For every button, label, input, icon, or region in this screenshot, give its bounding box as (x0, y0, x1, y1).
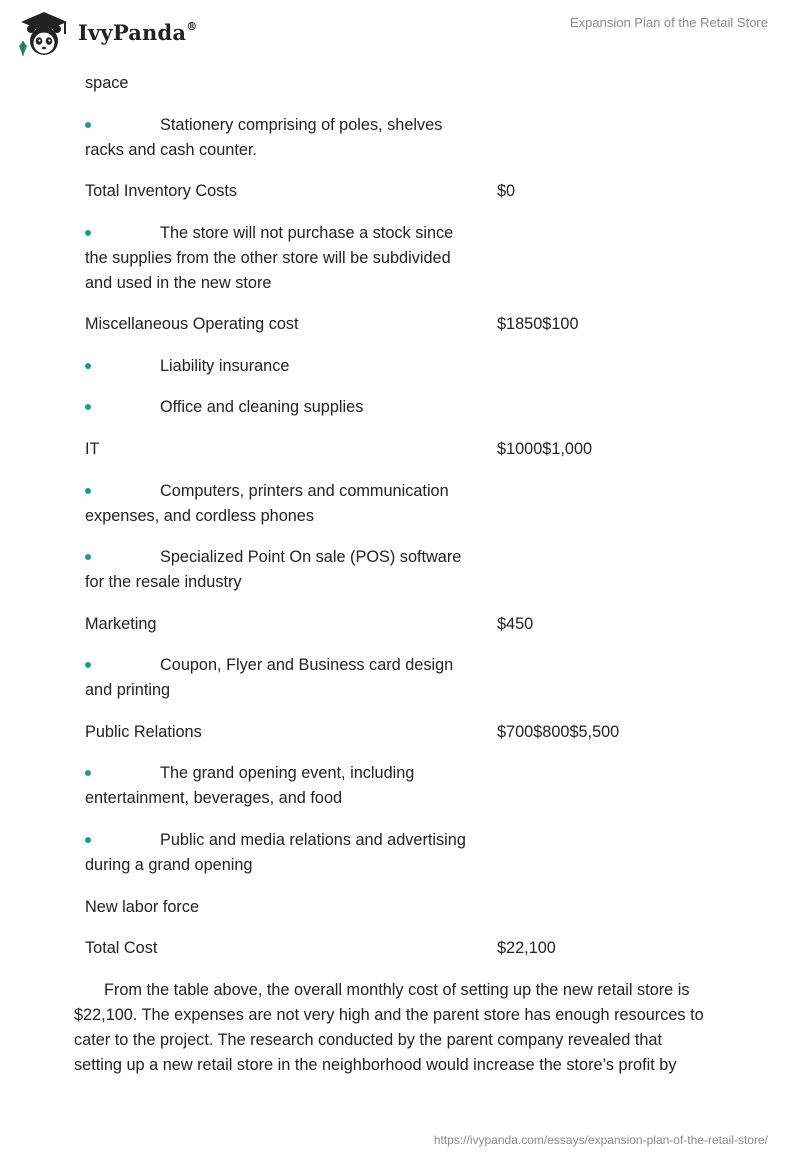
bullet-icon (85, 554, 91, 560)
bullet-icon (85, 662, 91, 668)
bullet-icon (85, 230, 91, 236)
table-row-value: $450 (497, 615, 534, 633)
table-continued-text: space (85, 74, 129, 92)
table-bullet-text: Specialized Point On sale (POS) software (160, 548, 462, 566)
table-bullet-text-cont: the supplies from the other store will be subdivided (85, 249, 451, 267)
brand-name[interactable]: IvyPanda® (78, 20, 198, 45)
table-row-label: Marketing (85, 615, 157, 633)
table-row-value: $0 (497, 182, 516, 200)
table-row-value: $22,100 (497, 939, 556, 957)
table-bullet-text-cont: entertainment, beverages, and food (85, 789, 343, 807)
table-row-value: $1850$100 (497, 315, 579, 333)
paragraph-line: $22,100. The expenses are not very high and the parent store has enough resources to (74, 1006, 704, 1024)
table-row-label: New labor force (85, 898, 200, 916)
paragraph-line: From the table above, the overall monthly cost of setting up the new retail store is (104, 981, 690, 999)
table-row-label: Public Relations (85, 723, 202, 741)
table-bullet-text: Coupon, Flyer and Business card design (160, 656, 454, 674)
table-row-value: $1000$1,000 (497, 440, 593, 458)
table-bullet-text: Stationery comprising of poles, shelves (160, 116, 443, 134)
table-bullet-text-cont: and printing (85, 681, 171, 699)
table-bullet-text: Office and cleaning supplies (160, 398, 364, 416)
document-title: Expansion Plan of the Retail Store (569, 15, 768, 30)
paragraph-line: setting up a new retail store in the neighborhood would increase the store’s profit by (74, 1056, 677, 1074)
table-bullet-text: The grand opening event, including (160, 764, 415, 782)
bullet-icon (85, 770, 91, 776)
table-row-label: Total Inventory Costs (85, 182, 238, 200)
bullet-icon (85, 363, 91, 369)
bullet-icon (85, 837, 91, 843)
bullet-icon (85, 122, 91, 128)
table-bullet-text: Liability insurance (160, 357, 290, 375)
bullet-icon (85, 488, 91, 494)
source-url[interactable]: https://ivypanda.com/essays/expansion-plan-of-the-retail-store/ (433, 1133, 768, 1147)
table-bullet-text-cont: racks and cash counter. (85, 141, 257, 159)
table-bullet-text-cont: expenses, and cordless phones (85, 507, 314, 525)
paragraph-line: cater to the project. The research conducted by the parent company revealed that (74, 1031, 662, 1049)
table-row-label: Total Cost (85, 939, 158, 957)
table-bullet-text-cont: and used in the new store (85, 274, 272, 292)
table-bullet-text: Public and media relations and advertising (160, 831, 466, 849)
bullet-icon (85, 404, 91, 410)
table-bullet-text: The store will not purchase a stock since (160, 224, 454, 242)
ivypanda-logo-icon[interactable] (13, 8, 75, 58)
table-row-label: Miscellaneous Operating cost (85, 315, 299, 333)
table-row-value: $700$800$5,500 (497, 723, 620, 741)
table-bullet-text: Computers, printers and communication (160, 482, 449, 500)
table-row-label: IT (85, 440, 100, 458)
page-header (0, 0, 800, 60)
table-bullet-text-cont: for the resale industry (85, 573, 242, 591)
table-bullet-text-cont: during a grand opening (85, 856, 253, 874)
